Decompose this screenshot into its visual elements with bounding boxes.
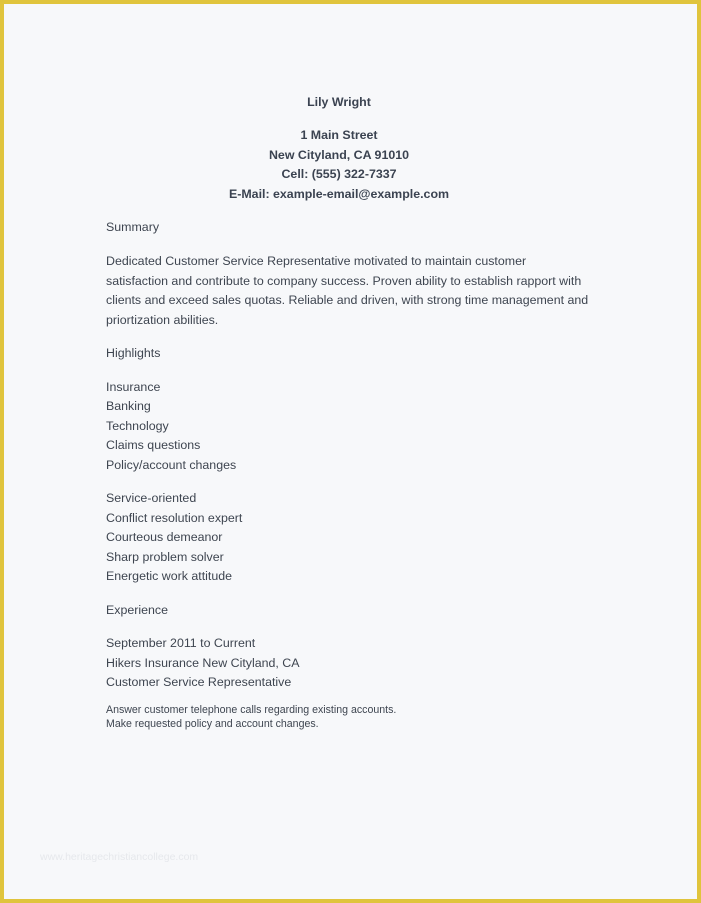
highlight-item: Sharp problem solver [106, 550, 224, 564]
highlight-item: Claims questions [106, 438, 201, 452]
highlight-item: Energetic work attitude [106, 569, 233, 583]
summary-line: satisfaction and contribute to company success. Proven ability to establish rapport with [106, 274, 582, 288]
summary-line: priortization abilities. [106, 313, 219, 327]
job-title: Customer Service Representative [106, 675, 292, 689]
highlight-item: Conflict resolution expert [106, 511, 243, 525]
summary-heading: Summary [106, 220, 160, 234]
highlight-item: Policy/account changes [106, 458, 237, 472]
resume-name: Lily Wright [307, 95, 371, 109]
experience-heading: Experience [106, 603, 168, 617]
street-address: 1 Main Street [300, 128, 378, 142]
job-company: Hikers Insurance New Cityland, CA [106, 656, 300, 670]
job-duty: Make requested policy and account changes. [106, 718, 319, 730]
highlight-item: Courteous demeanor [106, 530, 223, 544]
highlight-item: Banking [106, 399, 151, 413]
watermark-text: www.heritagechristiancollege.com [40, 851, 199, 863]
highlight-item: Service-oriented [106, 491, 197, 505]
cell-phone: Cell: (555) 322-7337 [281, 167, 397, 181]
job-dates: September 2011 to Current [106, 636, 256, 650]
highlights-heading: Highlights [106, 346, 161, 360]
summary-line: clients and exceed sales quotas. Reliable and driven, with strong time management and [106, 293, 589, 307]
summary-line: Dedicated Customer Service Representative motivated to maintain customer [106, 254, 527, 268]
email-address: E-Mail: example-email@example.com [228, 187, 450, 201]
highlight-item: Insurance [106, 380, 161, 394]
highlight-item: Technology [106, 419, 169, 433]
city-state-zip: New Cityland, CA 91010 [268, 148, 410, 162]
job-duty: Answer customer telephone calls regarding existing accounts. [106, 704, 397, 716]
